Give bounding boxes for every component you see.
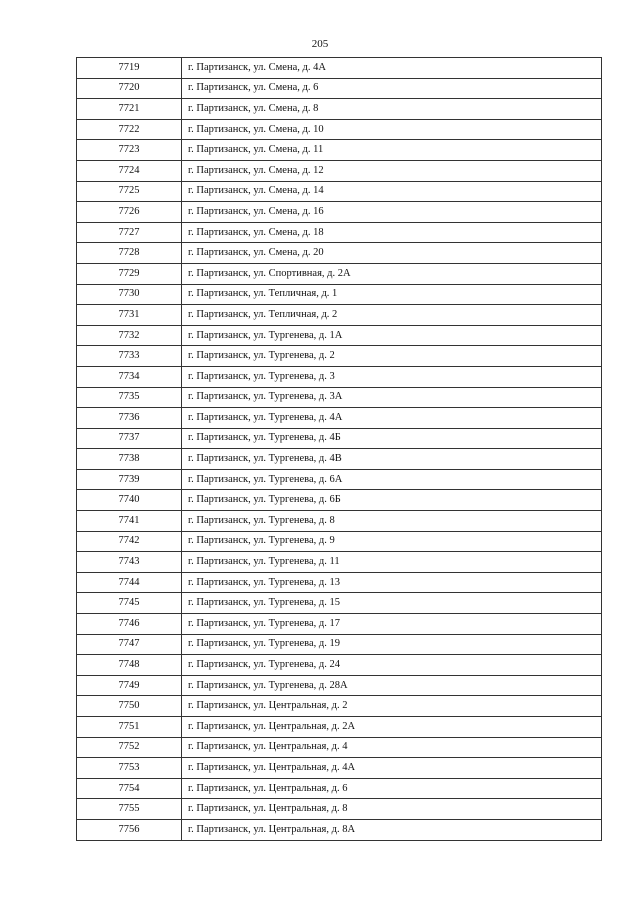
table-row [77, 119, 602, 140]
row-number-cell: 7727 [77, 222, 182, 243]
table-row [77, 614, 602, 635]
row-number-cell: 7753 [77, 758, 182, 779]
table-row [77, 202, 602, 223]
address-cell: г. Партизанск, ул. Тургенева, д. 3 [182, 366, 602, 387]
table-row [77, 593, 602, 614]
table-row [77, 222, 602, 243]
address-cell: г. Партизанск, ул. Тепличная, д. 1 [182, 284, 602, 305]
table-row [77, 181, 602, 202]
table-row [77, 572, 602, 593]
row-number-cell: 7749 [77, 675, 182, 696]
table-row [77, 469, 602, 490]
address-cell: г. Партизанск, ул. Тургенева, д. 3А [182, 387, 602, 408]
row-number-cell: 7720 [77, 78, 182, 99]
address-cell: г. Партизанск, ул. Тургенева, д. 19 [182, 634, 602, 655]
table-row [77, 511, 602, 532]
row-number-cell: 7752 [77, 737, 182, 758]
address-cell: г. Партизанск, ул. Смена, д. 18 [182, 222, 602, 243]
address-cell: г. Партизанск, ул. Смена, д. 12 [182, 160, 602, 181]
table-row [77, 140, 602, 161]
address-cell: г. Партизанск, ул. Центральная, д. 4А [182, 758, 602, 779]
row-number-cell: 7755 [77, 799, 182, 820]
address-cell: г. Партизанск, ул. Смена, д. 4А [182, 58, 602, 79]
table-row [77, 758, 602, 779]
table-row [77, 99, 602, 120]
row-number-cell: 7734 [77, 366, 182, 387]
table-row [77, 305, 602, 326]
row-number-cell: 7738 [77, 449, 182, 470]
table-row [77, 284, 602, 305]
address-cell: г. Партизанск, ул. Тургенева, д. 28А [182, 675, 602, 696]
row-number-cell: 7730 [77, 284, 182, 305]
address-cell: г. Партизанск, ул. Центральная, д. 2А [182, 717, 602, 738]
table-row [77, 696, 602, 717]
row-number-cell: 7731 [77, 305, 182, 326]
table-row [77, 717, 602, 738]
table-row [77, 366, 602, 387]
address-cell: г. Партизанск, ул. Тургенева, д. 15 [182, 593, 602, 614]
address-cell: г. Партизанск, ул. Смена, д. 14 [182, 181, 602, 202]
address-cell: г. Партизанск, ул. Тургенева, д. 4В [182, 449, 602, 470]
table-row [77, 552, 602, 573]
row-number-cell: 7742 [77, 531, 182, 552]
address-cell: г. Партизанск, ул. Центральная, д. 6 [182, 778, 602, 799]
address-cell: г. Партизанск, ул. Тургенева, д. 4А [182, 408, 602, 429]
page-number: 205 [311, 38, 329, 50]
row-number-cell: 7719 [77, 58, 182, 79]
table-row [77, 449, 602, 470]
row-number-cell: 7743 [77, 552, 182, 573]
row-number-cell: 7722 [77, 119, 182, 140]
address-cell: г. Партизанск, ул. Тургенева, д. 11 [182, 552, 602, 573]
row-number-cell: 7750 [77, 696, 182, 717]
table-row [77, 243, 602, 264]
table-row [77, 263, 602, 284]
row-number-cell: 7733 [77, 346, 182, 367]
row-number-cell: 7741 [77, 511, 182, 532]
table-row [77, 428, 602, 449]
address-cell: г. Партизанск, ул. Центральная, д. 8 [182, 799, 602, 820]
table-row [77, 78, 602, 99]
address-cell: г. Партизанск, ул. Тургенева, д. 6Б [182, 490, 602, 511]
row-number-cell: 7751 [77, 717, 182, 738]
row-number-cell: 7735 [77, 387, 182, 408]
table-row [77, 799, 602, 820]
row-number-cell: 7729 [77, 263, 182, 284]
table-row [77, 387, 602, 408]
table-row [77, 778, 602, 799]
row-number-cell: 7748 [77, 655, 182, 676]
address-cell: г. Партизанск, ул. Тургенева, д. 4Б [182, 428, 602, 449]
table-row [77, 408, 602, 429]
address-cell: г. Партизанск, ул. Спортивная, д. 2А [182, 263, 602, 284]
table-row [77, 675, 602, 696]
table-row [77, 160, 602, 181]
row-number-cell: 7747 [77, 634, 182, 655]
row-number-cell: 7754 [77, 778, 182, 799]
row-number-cell: 7739 [77, 469, 182, 490]
row-number-cell: 7745 [77, 593, 182, 614]
row-number-cell: 7740 [77, 490, 182, 511]
address-cell: г. Партизанск, ул. Смена, д. 11 [182, 140, 602, 161]
table-row [77, 325, 602, 346]
address-cell: г. Партизанск, ул. Смена, д. 20 [182, 243, 602, 264]
address-cell: г. Партизанск, ул. Смена, д. 8 [182, 99, 602, 120]
address-cell: г. Партизанск, ул. Смена, д. 6 [182, 78, 602, 99]
address-registry-table [76, 57, 602, 841]
row-number-cell: 7728 [77, 243, 182, 264]
row-number-cell: 7724 [77, 160, 182, 181]
address-cell: г. Партизанск, ул. Тургенева, д. 8 [182, 511, 602, 532]
table-body [77, 58, 602, 841]
table-row [77, 531, 602, 552]
address-cell: г. Партизанск, ул. Смена, д. 16 [182, 202, 602, 223]
table-row [77, 58, 602, 79]
row-number-cell: 7732 [77, 325, 182, 346]
address-cell: г. Партизанск, ул. Тургенева, д. 9 [182, 531, 602, 552]
table-row [77, 819, 602, 840]
table-row [77, 634, 602, 655]
address-cell: г. Партизанск, ул. Тепличная, д. 2 [182, 305, 602, 326]
table-row [77, 490, 602, 511]
table-row [77, 737, 602, 758]
row-number-cell: 7746 [77, 614, 182, 635]
row-number-cell: 7726 [77, 202, 182, 223]
address-cell: г. Партизанск, ул. Тургенева, д. 17 [182, 614, 602, 635]
row-number-cell: 7744 [77, 572, 182, 593]
table-row [77, 655, 602, 676]
row-number-cell: 7756 [77, 819, 182, 840]
address-cell: г. Партизанск, ул. Центральная, д. 4 [182, 737, 602, 758]
row-number-cell: 7725 [77, 181, 182, 202]
address-cell: г. Партизанск, ул. Центральная, д. 8А [182, 819, 602, 840]
table-row [77, 346, 602, 367]
address-cell: г. Партизанск, ул. Тургенева, д. 6А [182, 469, 602, 490]
row-number-cell: 7723 [77, 140, 182, 161]
address-cell: г. Партизанск, ул. Тургенева, д. 24 [182, 655, 602, 676]
address-cell: г. Партизанск, ул. Центральная, д. 2 [182, 696, 602, 717]
row-number-cell: 7737 [77, 428, 182, 449]
row-number-cell: 7736 [77, 408, 182, 429]
address-cell: г. Партизанск, ул. Тургенева, д. 13 [182, 572, 602, 593]
row-number-cell: 7721 [77, 99, 182, 120]
address-cell: г. Партизанск, ул. Тургенева, д. 1А [182, 325, 602, 346]
address-cell: г. Партизанск, ул. Смена, д. 10 [182, 119, 602, 140]
address-cell: г. Партизанск, ул. Тургенева, д. 2 [182, 346, 602, 367]
